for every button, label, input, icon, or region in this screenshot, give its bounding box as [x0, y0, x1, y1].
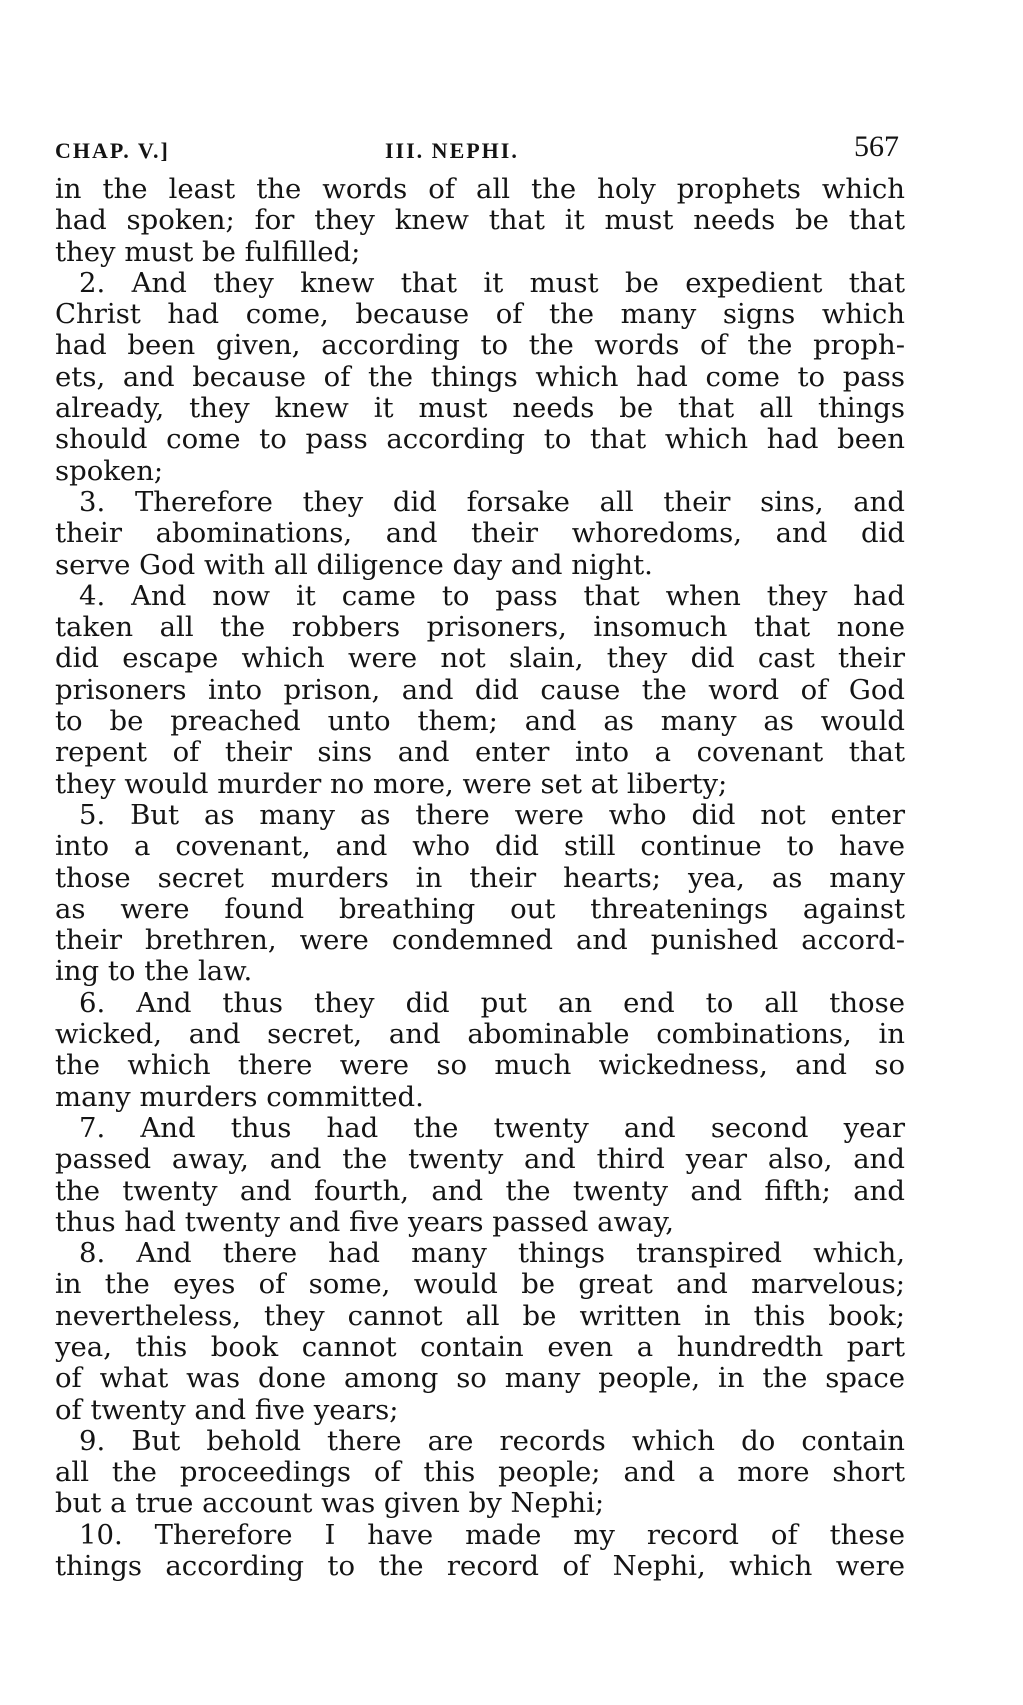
text-line: 4. And now it came to pass that when they had: [79, 579, 905, 612]
text-line: ing to the law.: [55, 955, 253, 988]
text-line: of what was done among so many people, in the space: [55, 1362, 905, 1395]
text-line: spoken;: [55, 454, 164, 487]
text-line: all the proceedings of this people; and a more short: [55, 1456, 905, 1489]
text-line: 3. Therefore they did forsake all their sins, and: [79, 485, 905, 518]
text-line: 6. And thus they did put an end to all those: [79, 986, 905, 1019]
running-head: [55, 120, 905, 168]
text-line: in the least the words of all the holy prophets which: [55, 173, 905, 205]
text-line: those secret murders in their hearts; yea, as many: [55, 861, 905, 894]
text-line: the which there were so much wickedness, and so: [55, 1049, 905, 1082]
text-line: things according to the record of Nephi, which were: [55, 1550, 905, 1583]
text-line: had spoken; for they knew that it must needs be that: [55, 204, 905, 237]
text-line: passed away, and the twenty and third year also, and: [55, 1143, 905, 1176]
text-line: ets, and because of the things which had come to pass: [55, 360, 905, 393]
text-line: wicked, and secret, and abominable combinations, in: [55, 1018, 905, 1051]
page-number: 567: [854, 130, 899, 163]
text-line: their brethren, were condemned and punished accord-: [55, 924, 905, 957]
text-line: 2. And they knew that it must be expedient that: [79, 266, 905, 299]
text-line: Christ had come, because of the many signs which: [55, 298, 905, 331]
text-line: yea, this book cannot contain even a hundredth part: [55, 1330, 905, 1363]
body-text: [55, 174, 905, 1582]
text-line: into a covenant, and who did still continue to have: [55, 830, 905, 863]
text-line: in the eyes of some, would be great and marvelous;: [55, 1268, 905, 1301]
text-line: thus had twenty and five years passed away,: [55, 1205, 675, 1238]
text-line: they would murder no more, were set at liberty;: [55, 767, 728, 800]
text-line: did escape which were not slain, they did cast their: [55, 642, 905, 675]
text-line: already, they knew it must needs be that all things: [55, 392, 905, 425]
text-line: to be preached unto them; and as many as would: [55, 705, 905, 738]
text-line: taken all the robbers prisoners, insomuch that none: [55, 611, 905, 644]
text-line: nevertheless, they cannot all be written in this book;: [55, 1299, 905, 1332]
text-line: many murders committed.: [55, 1080, 424, 1113]
text-line: 7. And thus had the twenty and second year: [79, 1111, 905, 1144]
text-line: 8. And there had many things transpired which,: [79, 1237, 905, 1270]
book-page: [55, 120, 905, 1582]
text-line: should come to pass according to that which had been: [55, 423, 905, 456]
text-line: but a true account was given by Nephi;: [55, 1487, 605, 1520]
book-title: III. NEPHI.: [385, 138, 519, 163]
text-line: as were found breathing out threatenings against: [55, 892, 905, 925]
text-line: prisoners into prison, and did cause the word of God: [55, 673, 905, 706]
text-line: 9. But behold there are records which do contain: [79, 1424, 905, 1457]
text-line: their abominations, and their whoredoms, and did: [55, 517, 905, 550]
text-line: serve God with all diligence day and night.: [55, 548, 653, 581]
text-line: repent of their sins and enter into a covenant that: [55, 736, 905, 769]
text-line: had been given, according to the words of the proph-: [55, 329, 905, 362]
chapter-heading: CHAP. V.]: [55, 138, 170, 163]
text-line: 10. Therefore I have made my record of these: [79, 1518, 905, 1551]
text-line: the twenty and fourth, and the twenty and fifth; and: [55, 1174, 905, 1207]
text-line: of twenty and five years;: [55, 1393, 399, 1426]
text-line: 5. But as many as there were who did not enter: [79, 798, 905, 831]
text-line: they must be fulfilled;: [55, 235, 361, 268]
